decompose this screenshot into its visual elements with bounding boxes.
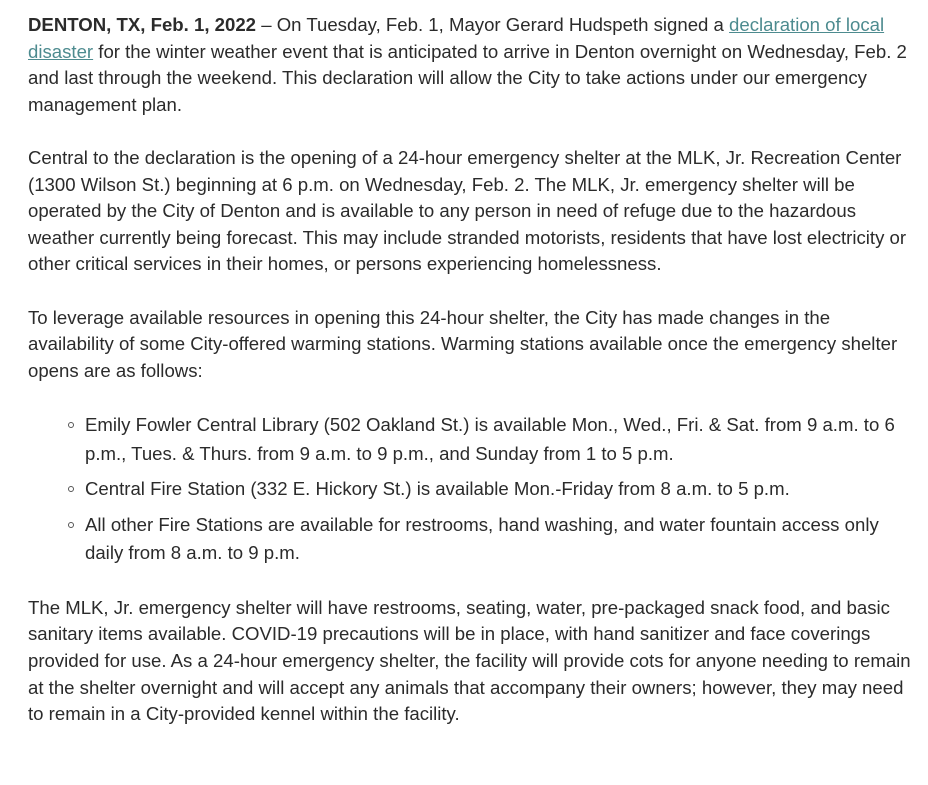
shelter-amenities-paragraph: The MLK, Jr. emergency shelter will have restrooms, seating, water, pre-packaged snack food, and basic sanitary items available. COVID-19 precautions will be in place, with hand sanitizer and face coverings provided for use. As a 24-hour emergency shelter, the facility will provide cots for anyone needing to remain at the shelter overnight and will accept any animals that accompany their owners; however, they may need to remain in a City-provided kennel within the facility.	[28, 596, 911, 725]
station-other-fire-text: All other Fire Stations are available for restrooms, hand washing, and water fountain access only daily from 8 a.m. to 9 p.m.	[85, 513, 879, 564]
bullet-circle-icon	[68, 422, 74, 428]
press-release-article	[28, 12, 918, 754]
warming-stations-list	[28, 411, 918, 568]
list-item	[85, 411, 918, 468]
bullet-circle-icon	[68, 522, 74, 528]
station-central-fire-text: Central Fire Station (332 E. Hickory St.) is available Mon.-Friday from 8 a.m. to 5 p.m.	[85, 478, 790, 500]
list-item	[85, 475, 918, 504]
shelter-paragraph: Central to the declaration is the opening of a 24-hour emergency shelter at the MLK, Jr. Recreation Center (1300 Wilson St.) beginning at 6 p.m. on Wednesday, Feb. 2. The MLK, Jr. emergency shelter will be operated by the City of Denton and is available to any person in need of refuge due to the hazardous weather currently being forecast. This may include stranded motorists, residents that have lost electricity or other critical services in their homes, or persons experiencing homelessness.	[28, 146, 907, 275]
list-item	[85, 511, 918, 568]
warming-stations-intro: To leverage available resources in opening this 24-hour shelter, the City has made changes in the availability of some City-offered warming stations. Warming stations available once the emergency shelter opens are as follows:	[28, 306, 898, 381]
declaration-link[interactable]: declaration of local disaster	[28, 14, 885, 62]
bullet-circle-icon	[68, 486, 74, 492]
intro-text-before-link: – On Tuesday, Feb. 1, Mayor Gerard Hudspeth signed a	[256, 14, 730, 35]
station-library-text: Emily Fowler Central Library (502 Oakland St.) is available Mon., Wed., Fri. & Sat. from 9 a.m. to 6 p.m., Tues. & Thurs. from 9 a.m. to 9 p.m., and Sunday from 1 to 5 p.m.	[85, 413, 895, 464]
intro-text-after-link: for the winter weather event that is anticipated to arrive in Denton overnight on Wednesday, Feb. 2 and last through the weekend. This declaration will allow the City to take actions under our emergency management plan.	[28, 40, 907, 115]
dateline: DENTON, TX, Feb. 1, 2022	[28, 14, 257, 35]
intro-paragraph	[28, 12, 918, 118]
